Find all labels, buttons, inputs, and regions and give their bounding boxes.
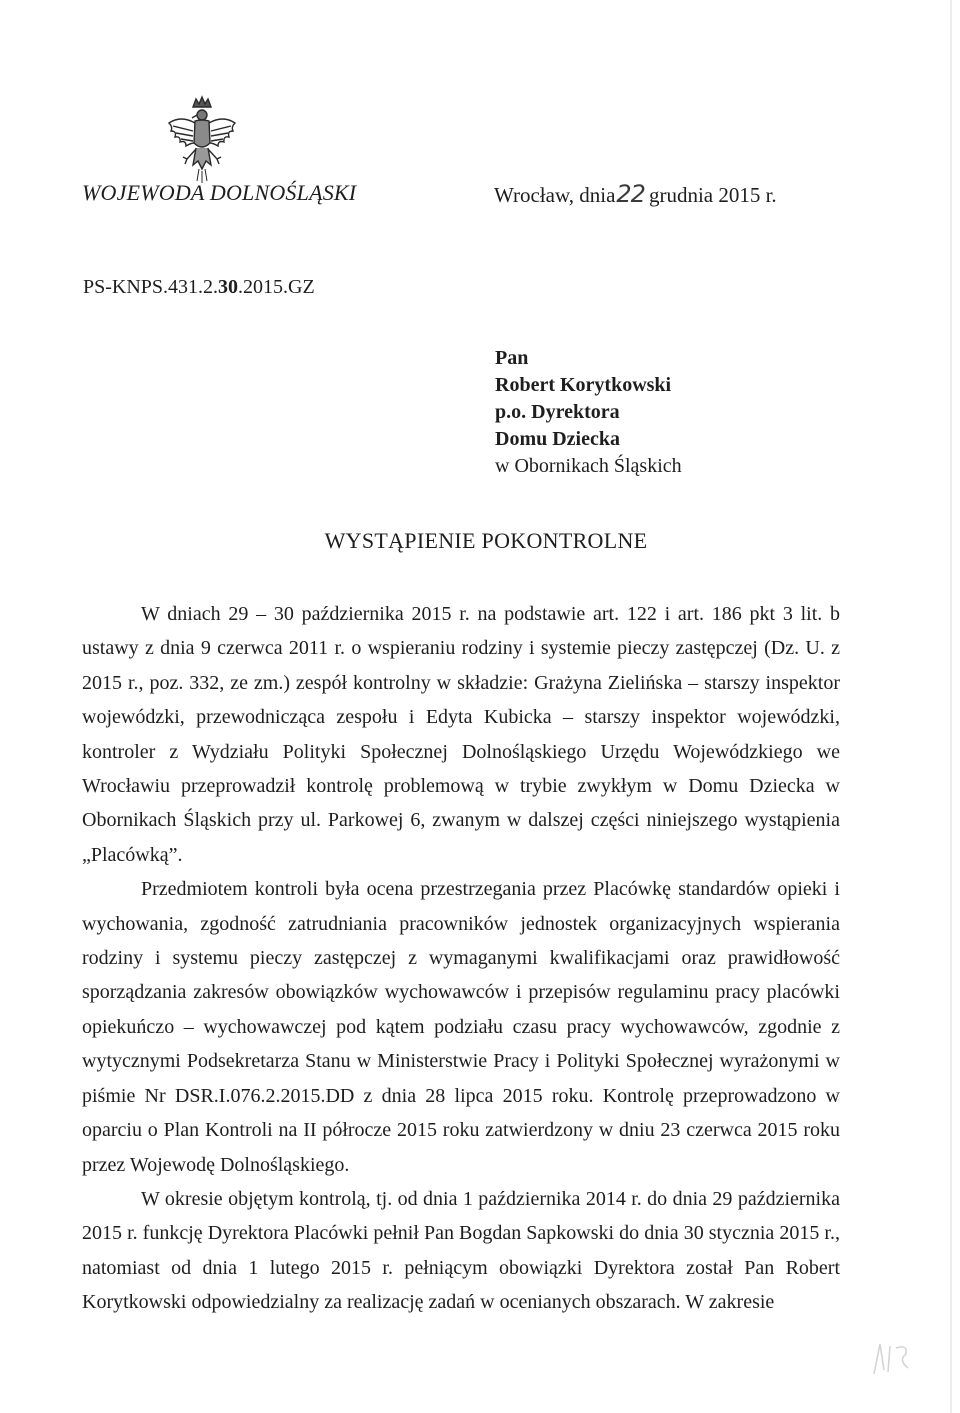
place-and-date bbox=[494, 180, 777, 208]
recipient-block bbox=[495, 345, 682, 480]
handwritten-page-mark-icon bbox=[868, 1338, 916, 1378]
handwritten-day: 22 bbox=[616, 180, 645, 208]
reference-number bbox=[83, 276, 315, 299]
recipient-salutation: Pan bbox=[495, 347, 529, 369]
issuer-name: WOJEWODA DOLNOŚLĄSKI bbox=[82, 180, 357, 205]
document-title: WYSTĄPIENIE POKONTROLNE bbox=[324, 528, 648, 553]
reference-suffix: .2015.GZ bbox=[238, 276, 315, 298]
recipient-name: Robert Korytkowski bbox=[495, 374, 672, 396]
place-suffix: grudnia 2015 r. bbox=[648, 183, 777, 207]
recipient-location: w Obornikach Śląskich bbox=[495, 455, 682, 477]
page-edge bbox=[950, 0, 952, 1413]
document-body bbox=[82, 597, 840, 1320]
place-prefix: Wrocław, dnia bbox=[494, 183, 616, 207]
paragraph-3: W okresie objętym kontrolą, tj. od dnia 1 października 2014 r. do dnia 29 października 2015 r. funkcję Dyrektora Placówki pełnił Pan Bogdan Sapkowski do dnia 30 stycznia 2015 r., natomiast od dnia 1 lutego 2015 r. pełniącym obowiązki Dyrektora został Pan Robert Korytkowski odpowiedzialny za realizację zadań w ocenianych obszarach. W zakresie bbox=[82, 1187, 840, 1314]
polish-eagle-emblem-icon bbox=[163, 93, 241, 189]
recipient-position: p.o. Dyrektora bbox=[495, 401, 620, 423]
recipient-institution: Domu Dziecka bbox=[495, 428, 620, 450]
reference-bold-part: 30 bbox=[218, 276, 239, 298]
paragraph-2: Przedmiotem kontroli była ocena przestrzegania przez Placówkę standardów opieki i wychowania, zgodność zatrudniania pracowników jednostek organizacyjnych wspierania rodziny i systemu pieczy zastępczej z wymaganymi kwalifikacjami oraz prawidłowość sporządzania zakresów obowiązków wychowawców i przepisów regulaminu pracy placówki opiekuńczo – wychowawczej pod kątem podziału czasu pracy wychowawców, zgodnie z wytycznymi Podsekretarza Stanu w Ministerstwie Pracy i Polityki Społecznej wyrażonymi w piśmie Nr DSR.I.076.2.2015.DD z dnia 28 lipca 2015 roku. Kontrolę przeprowadzono w oparciu o Plan Kontroli na II półrocze 2015 roku zatwierdzony w dniu 23 czerwca 2015 roku przez Wojewodę Dolnośląskiego. bbox=[82, 878, 840, 1176]
reference-prefix: PS-KNPS.431.2. bbox=[83, 276, 219, 298]
paragraph-1: W dniach 29 – 30 października 2015 r. na podstawie art. 122 i art. 186 pkt 3 lit. b ustawy z dnia 9 czerwca 2011 r. o wspieraniu rodziny i systemie pieczy zastępczej (Dz. U. z 2015 r., poz. 332, ze zm.) zespół kontrolny w składzie: Grażyna Zielińska – starszy inspektor wojewódzki, przewodnicząca zespołu i Edyta Kubicka – starszy inspektor wojewódzki, kontroler z Wydziału Polityki Społecznej Dolnośląskiego Urzędu Wojewódzkiego we Wrocławiu przeprowadził kontrolę problemową w trybie zwykłym w Domu Dziecka w Obornikach Śląskich przy ul. Parkowej 6, zwanym w dalszej części niniejszego wystąpienia „Placówką”. bbox=[82, 603, 840, 866]
